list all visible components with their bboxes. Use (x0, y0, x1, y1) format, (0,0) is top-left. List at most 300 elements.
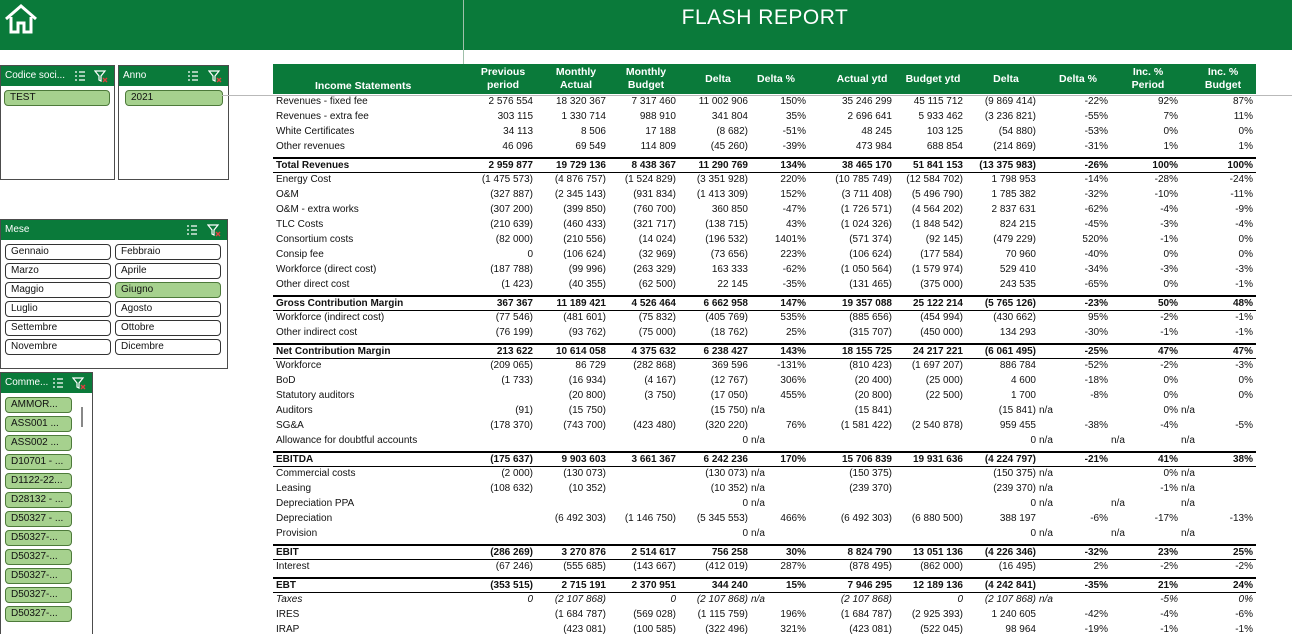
table-cell: n/a (1181, 468, 1195, 479)
table-cell: 5 933 462 (918, 111, 963, 122)
table-cell: 7 317 460 (631, 96, 676, 107)
table-cell: -65% (1084, 279, 1108, 290)
slicer-item-year[interactable]: 2021 (125, 90, 223, 106)
table-cell: (17 050) (710, 390, 748, 401)
column-header (1042, 73, 1114, 86)
row-label: IRAP (276, 624, 300, 634)
table-cell: (1 581 422) (840, 420, 892, 431)
table-cell: (2 345 143) (554, 189, 606, 200)
table-cell: (760 700) (633, 204, 676, 215)
table-cell: 6 238 427 (703, 346, 748, 357)
table-cell: -62% (782, 264, 806, 275)
table-cell: 520% (1082, 234, 1108, 245)
multi-select-icon[interactable] (185, 223, 199, 237)
table-cell: 473 984 (855, 141, 892, 152)
table-cell: n/a (1039, 435, 1053, 446)
table-cell: (4 226 346) (984, 547, 1036, 558)
table-cell: (1 423) (501, 279, 533, 290)
slicer-item-company[interactable]: TEST (4, 90, 110, 106)
table-cell: (1 697 207) (911, 360, 963, 371)
table-cell: (239 370) (849, 483, 892, 494)
table-row (273, 125, 1256, 140)
table-cell: n/a (751, 468, 765, 479)
table-cell: (862 000) (920, 561, 963, 572)
table-cell: -24% (1229, 174, 1253, 185)
slicer-header (1, 373, 92, 393)
table-cell: -45% (1084, 219, 1108, 230)
table-cell: 369 596 (711, 360, 748, 371)
column-header (610, 66, 682, 92)
table-cell: -51% (782, 126, 806, 137)
table-cell: 6 662 958 (703, 298, 748, 309)
column-header-line: Budget (627, 79, 665, 91)
table-cell: -39% (782, 141, 806, 152)
table-total-row (273, 295, 1256, 311)
table-cell: 25% (1232, 547, 1253, 558)
home-icon[interactable] (3, 3, 39, 35)
table-cell: (210 556) (563, 234, 606, 245)
slicer-title: Comme... (5, 377, 49, 388)
table-cell: (5 345 553) (696, 513, 748, 524)
table-cell: 46 096 (502, 141, 533, 152)
slicer-item-commessa[interactable]: ASS002 ... (5, 435, 72, 451)
row-label: Commercial costs (276, 468, 356, 479)
table-cell: (12 584 702) (906, 174, 963, 185)
table-cell: n/a (1181, 435, 1195, 446)
multi-select-icon[interactable] (73, 69, 87, 83)
table-cell: 2% (1093, 561, 1108, 572)
table-cell: (6 880 500) (911, 513, 963, 524)
slicer-item-commessa[interactable]: D1122-22... (5, 473, 72, 489)
slicer-commessa (0, 372, 93, 634)
table-cell: (2 540 878) (911, 420, 963, 431)
table-cell: n/a (1111, 498, 1125, 509)
table-cell: (481 601) (563, 312, 606, 323)
slicer-header (1, 220, 227, 240)
column-header-line: Actual ytd (836, 73, 888, 85)
table-cell: (1 050 564) (840, 264, 892, 275)
column-header (1112, 66, 1184, 92)
column-header-line: Previous (480, 66, 526, 78)
row-label: Depreciation (276, 513, 333, 524)
row-label: Interest (276, 561, 310, 572)
table-cell: (569 028) (633, 609, 676, 620)
table-cell: (130 073) (705, 468, 748, 479)
table-cell: (931 834) (633, 189, 676, 200)
table-cell: (405 769) (705, 312, 748, 323)
table-cell: (62 500) (638, 279, 676, 290)
column-header: Income Statements (315, 80, 412, 92)
table-cell: n/a (1111, 435, 1125, 446)
table-cell: 0 (742, 498, 748, 509)
table-cell: -11% (1230, 189, 1253, 200)
table-cell: 2 576 554 (488, 96, 533, 107)
table-cell: (743 700) (563, 420, 606, 431)
table-cell: -55% (1084, 111, 1108, 122)
table-cell: 45 115 712 (913, 96, 963, 107)
table-cell: (20 400) (854, 375, 892, 386)
table-cell: (1 726 571) (840, 204, 892, 215)
table-cell: (150 375) (993, 468, 1036, 479)
table-cell: 344 240 (711, 580, 748, 591)
table-cell: 8 506 (580, 126, 606, 137)
slicer-item-commessa[interactable]: D28132 - ... (5, 492, 72, 508)
table-cell: 35 246 299 (841, 96, 892, 107)
row-label: White Certificates (276, 126, 355, 137)
table-cell: (4 564 202) (911, 204, 963, 215)
table-cell: -42% (1084, 609, 1108, 620)
table-cell: 70 960 (1005, 249, 1036, 260)
table-row (273, 560, 1256, 575)
table-cell: (214 869) (993, 141, 1036, 152)
slicer-header (119, 66, 228, 86)
table-cell: -28% (1154, 174, 1178, 185)
table-cell: 48% (1232, 298, 1253, 309)
table-cell: n/a (1181, 528, 1195, 539)
table-cell: (99 996) (568, 264, 606, 275)
column-header-line: Delta (993, 73, 1019, 85)
table-cell: 25 122 214 (912, 298, 963, 309)
table-cell: (15 750) (710, 405, 748, 416)
clear-filter-icon[interactable] (207, 223, 221, 237)
table-cell: -31% (1084, 141, 1108, 152)
table-cell: n/a (1039, 594, 1053, 605)
table-cell: (1 733) (501, 375, 533, 386)
table-cell: (2 107 868) (984, 594, 1036, 605)
table-cell: 47% (1157, 346, 1178, 357)
table-cell: 341 804 (711, 111, 748, 122)
table-cell: -34% (1084, 264, 1108, 275)
column-header (826, 73, 898, 86)
table-row (273, 608, 1256, 623)
table-cell: 303 115 (497, 111, 533, 122)
slicer-item-month[interactable]: Dicembre (115, 339, 221, 355)
table-cell: 7 946 295 (847, 580, 892, 591)
table-row (273, 359, 1256, 374)
table-cell: 2 514 617 (631, 547, 676, 558)
slicer-item-commessa[interactable]: D50327 - ... (5, 511, 72, 527)
row-label: Total Revenues (276, 160, 350, 171)
table-cell: (108 632) (490, 483, 533, 494)
table-cell: (878 495) (849, 561, 892, 572)
table-cell: 3 270 876 (561, 547, 606, 558)
slicer-item-commessa[interactable]: D10701 - ... (5, 454, 72, 470)
clear-filter-icon[interactable] (208, 69, 222, 83)
slicer-item-commessa[interactable]: D50327-... (5, 530, 72, 546)
table-cell: 0 (957, 594, 963, 605)
table-cell: 2 370 951 (631, 580, 676, 591)
table-cell: (20 800) (854, 390, 892, 401)
slicer-item-commessa[interactable]: ASS001 ... (5, 416, 72, 432)
table-cell: (15 841) (854, 405, 892, 416)
table-cell: (16 495) (998, 561, 1036, 572)
table-cell: 1 785 382 (991, 189, 1036, 200)
column-header-line: Inc. % (1207, 66, 1239, 78)
table-cell: 41% (1157, 454, 1178, 465)
table-cell: -1% (1160, 234, 1178, 245)
table-cell: (175 637) (490, 454, 533, 465)
slicer-item-month[interactable]: Febbraio (115, 244, 221, 260)
slicer-item-commessa[interactable]: AMMOR... (5, 397, 72, 413)
table-row (273, 623, 1256, 634)
table-cell: (430 662) (993, 312, 1036, 323)
table-cell: (239 370) (993, 483, 1036, 494)
table-cell: (423 081) (563, 624, 606, 634)
row-label: Workforce (indirect cost) (276, 312, 385, 323)
row-label: Other direct cost (276, 279, 350, 290)
row-label: Other revenues (276, 141, 345, 152)
table-cell: (12 767) (710, 375, 748, 386)
table-cell: (2 107 868) (696, 594, 748, 605)
table-cell: 11 002 906 (698, 96, 748, 107)
table-cell: 12 189 136 (912, 580, 963, 591)
table-total-row (273, 343, 1256, 359)
table-cell: -4% (1235, 219, 1253, 230)
page-title: FLASH REPORT (681, 6, 849, 29)
table-cell: (210 639) (490, 219, 533, 230)
table-cell: (353 515) (490, 580, 533, 591)
multi-select-icon[interactable] (51, 376, 65, 390)
slicer-item-month[interactable]: Gennaio (5, 244, 111, 260)
table-cell: -2% (1235, 561, 1253, 572)
table-cell: -62% (1084, 204, 1108, 215)
table-cell: 9 903 603 (561, 454, 606, 465)
row-label: Leasing (276, 483, 312, 494)
table-cell: (5 765 126) (984, 298, 1036, 309)
row-label: EBIT (276, 547, 299, 558)
table-cell: (479 229) (993, 234, 1036, 245)
table-cell: (13 375 983) (979, 160, 1036, 171)
table-cell: 243 535 (999, 279, 1036, 290)
table-row (273, 467, 1256, 482)
table-cell: (45 260) (710, 141, 748, 152)
slicer-item-month[interactable]: Ottobre (115, 320, 221, 336)
column-header-line: Actual (559, 79, 593, 91)
row-label: Revenues - fixed fee (276, 96, 368, 107)
table-cell: -52% (1084, 360, 1108, 371)
clear-filter-icon[interactable] (72, 376, 86, 390)
table-cell: 18 155 725 (841, 346, 892, 357)
scrollbar[interactable] (81, 407, 83, 427)
table-cell: 0% (1163, 375, 1178, 386)
table-row (273, 434, 1256, 449)
table-cell: 0 (742, 528, 748, 539)
table-cell: (10 352) (568, 483, 606, 494)
table-cell: n/a (1039, 405, 1053, 416)
slicer-item-commessa[interactable]: D50327-... (5, 568, 72, 584)
table-cell: 95% (1087, 312, 1108, 323)
table-cell: (321 717) (633, 219, 676, 230)
table-cell: (423 480) (633, 420, 676, 431)
slicer-item-month[interactable]: Luglio (5, 301, 111, 317)
table-cell: (399 850) (563, 204, 606, 215)
row-label: Depreciation PPA (276, 498, 355, 509)
slicer-item-commessa[interactable]: D50327-... (5, 587, 72, 603)
table-cell: 0% (1163, 468, 1178, 479)
slicer-item-month[interactable]: Agosto (115, 301, 221, 317)
column-header-line: Delta % (757, 73, 795, 85)
slicer-item-month[interactable]: Marzo (5, 263, 111, 279)
table-cell: 24 217 221 (912, 346, 963, 357)
table-cell: 8 438 367 (631, 160, 676, 171)
table-row (273, 95, 1256, 110)
table-cell: -6% (1090, 513, 1108, 524)
table-cell: n/a (1111, 528, 1125, 539)
row-label: Consortium costs (276, 234, 354, 245)
table-cell: 22 145 (717, 279, 748, 290)
row-label: Energy Cost (276, 174, 332, 185)
multi-select-icon[interactable] (186, 69, 200, 83)
table-row (273, 263, 1256, 278)
table-cell: -5% (1235, 420, 1253, 431)
table-cell: (3 351 928) (696, 174, 748, 185)
slicer-item-commessa[interactable]: D50327-... (5, 606, 72, 622)
slicer-item-commessa[interactable]: D50327-... (5, 549, 72, 565)
table-cell: 19 931 636 (912, 454, 963, 465)
table-cell: n/a (751, 405, 765, 416)
table-cell: -3% (1235, 264, 1253, 275)
slicer-item-month[interactable]: Giugno (115, 282, 221, 298)
table-cell: 287% (780, 561, 806, 572)
table-cell: (1 579 974) (911, 264, 963, 275)
table-cell: (522 045) (920, 624, 963, 634)
table-cell: (10 352) (710, 483, 748, 494)
table-cell: -53% (1084, 126, 1108, 137)
table-row (273, 173, 1256, 188)
table-cell: (307 200) (490, 204, 533, 215)
table-cell: 213 622 (496, 346, 533, 357)
slicer-item-month[interactable]: Aprile (115, 263, 221, 279)
table-cell: (77 546) (495, 312, 533, 323)
table-cell: 114 809 (640, 141, 676, 152)
table-cell: 0% (1163, 126, 1178, 137)
table-cell: (67 246) (495, 561, 533, 572)
table-cell: -131% (777, 360, 806, 371)
table-cell: n/a (1039, 483, 1053, 494)
row-label: EBITDA (276, 454, 314, 465)
table-row (273, 218, 1256, 233)
row-label: Statutory auditors (276, 390, 355, 401)
table-cell: 8 824 790 (847, 547, 892, 558)
slicer-company (0, 65, 115, 180)
table-cell: -35% (1084, 580, 1108, 591)
table-cell: (412 019) (705, 561, 748, 572)
table-cell: (130 073) (563, 468, 606, 479)
table-cell: (178 370) (490, 420, 533, 431)
row-label: BoD (276, 375, 296, 386)
table-cell: 4 526 464 (631, 298, 676, 309)
slicer-header (1, 66, 114, 86)
table-cell: 321% (780, 624, 806, 634)
table-cell: (93 762) (568, 327, 606, 338)
table-cell: 19 729 136 (555, 160, 606, 171)
table-cell: 47% (1232, 346, 1253, 357)
table-cell: 0% (1238, 594, 1253, 605)
table-cell: (196 532) (705, 234, 748, 245)
table-cell: -19% (1084, 624, 1108, 634)
table-cell: (18 762) (710, 327, 748, 338)
table-cell: (40 355) (568, 279, 606, 290)
table-cell: (282 868) (633, 360, 676, 371)
row-label: Workforce (276, 360, 322, 371)
column-header-line: Delta (705, 73, 731, 85)
divider (463, 0, 464, 66)
table-row (273, 110, 1256, 125)
table-cell: 100% (1152, 160, 1178, 171)
table-cell: 86 729 (575, 360, 606, 371)
table-cell: n/a (1039, 468, 1053, 479)
table-cell: (2 000) (501, 468, 533, 479)
slicer-item-month[interactable]: Maggio (5, 282, 111, 298)
table-cell: 0% (1163, 249, 1178, 260)
row-label: Other indirect cost (276, 327, 358, 338)
table-cell: (106 624) (849, 249, 892, 260)
row-label: SG&A (276, 420, 304, 431)
table-cell: (73 656) (710, 249, 748, 260)
table-cell: n/a (751, 594, 765, 605)
table-cell: 10 614 058 (555, 346, 606, 357)
table-cell: (6 492 303) (840, 513, 892, 524)
table-cell: (22 500) (925, 390, 963, 401)
table-row (273, 389, 1256, 404)
table-cell: (2 107 868) (840, 594, 892, 605)
table-cell: -1% (1235, 327, 1253, 338)
clear-filter-icon[interactable] (94, 69, 108, 83)
column-header-line: Period (1131, 79, 1165, 91)
row-label: Revenues - extra fee (276, 111, 369, 122)
table-cell: -1% (1235, 624, 1253, 634)
table-cell: 529 410 (999, 264, 1036, 275)
row-label: Auditors (276, 405, 313, 416)
table-cell: 100% (1227, 160, 1253, 171)
table-cell: 0% (1163, 279, 1178, 290)
table-cell: 388 197 (999, 513, 1036, 524)
table-cell: 43% (785, 219, 806, 230)
table-cell: 1 700 (1010, 390, 1036, 401)
table-cell: 959 455 (999, 420, 1036, 431)
table-cell: 38% (1232, 454, 1253, 465)
table-cell: 756 258 (711, 547, 748, 558)
slicer-item-month[interactable]: Novembre (5, 339, 111, 355)
table-cell: 2 696 641 (847, 111, 892, 122)
table-cell: 0% (1238, 375, 1253, 386)
table-cell: -17% (1154, 513, 1178, 524)
table-cell: -22% (1084, 96, 1108, 107)
table-cell: (75 000) (638, 327, 676, 338)
table-cell: (16 934) (568, 375, 606, 386)
table-cell: -2% (1160, 561, 1178, 572)
table-cell: -18% (1084, 375, 1108, 386)
table-cell: (82 000) (495, 234, 533, 245)
table-cell: (320 220) (705, 420, 748, 431)
table-cell: (4 167) (644, 375, 676, 386)
table-cell: (92 145) (925, 234, 963, 245)
table-cell: 220% (780, 174, 806, 185)
table-cell: (454 994) (920, 312, 963, 323)
slicer-item-month[interactable]: Settembre (5, 320, 111, 336)
column-header (467, 66, 539, 92)
slicer-month (0, 219, 228, 369)
table-cell: (571 374) (849, 234, 892, 245)
table-cell: 92% (1157, 96, 1178, 107)
table-cell: (1 848 542) (911, 219, 963, 230)
row-label: Taxes (276, 594, 303, 605)
table-cell: (20 800) (568, 390, 606, 401)
slicer-year (118, 65, 229, 180)
table-row (273, 512, 1256, 527)
table-cell: (286 269) (490, 547, 533, 558)
table-cell: 170% (780, 454, 806, 465)
